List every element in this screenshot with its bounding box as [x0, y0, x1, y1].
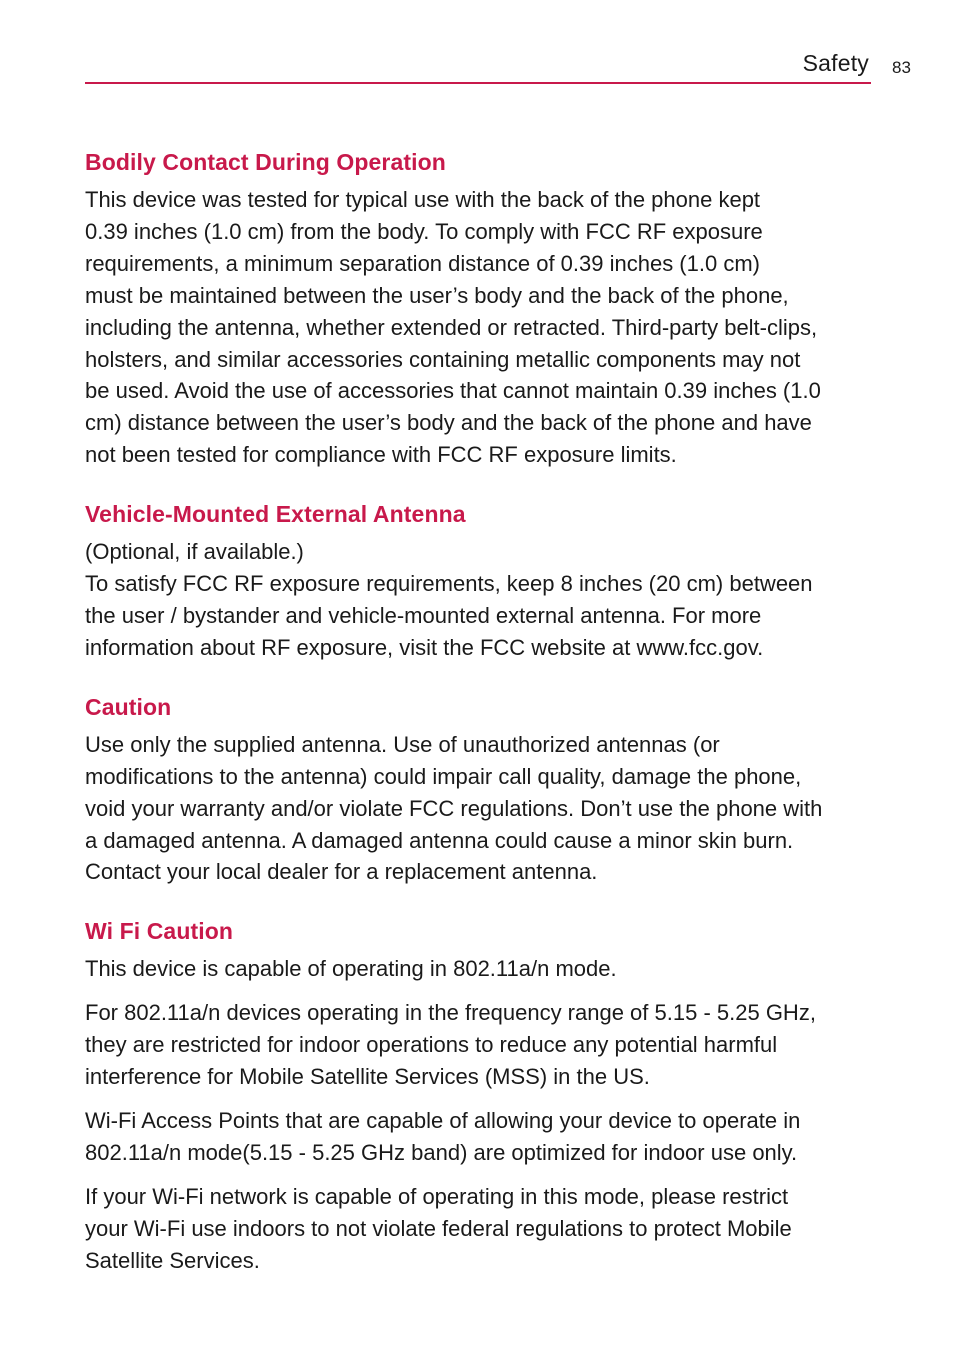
- paragraph: Wi-Fi Access Points that are capable of allowing your device to operate in 802.11a/n mode(5.15 - 5.25 GHz band) are optimized for indoor use only.: [85, 1107, 801, 1165]
- paragraph: This device was tested for typical use with the back of the phone kept 0.39 inches (1.0 cm) from the body. To comply with FCC RF exposure requirements, a minimum separation distance of 0.39 inches (1.0 cm) must be maintained between the user’s body and the back of the phone, including the antenna, whether extended or retracted. Third-party belt-clips, holsters, and similar accessories containing metallic components may not be used. Avoid the use of accessories that cannot maintain 0.39 inches (1.0 cm) distance between the user’s body and the back of the phone and have not been tested for compliance with FCC RF exposure limits.: [85, 187, 821, 468]
- paragraph: To satisfy FCC RF exposure requirements, keep 8 inches (20 cm) between the user / bystander and vehicle-mounted external antenna. For more information about RF exposure, visit the FCC website at www.fcc.gov.: [85, 571, 813, 660]
- page-number: 83: [892, 58, 911, 77]
- section-heading: Bodily Contact During Operation: [85, 149, 446, 175]
- paragraph: This device is capable of operating in 802.11a/n mode.: [85, 956, 617, 982]
- page-header: [85, 48, 871, 84]
- page-content: [85, 144, 875, 1301]
- section-bodily-contact: [85, 144, 875, 471]
- paragraph: For 802.11a/n devices operating in the frequency range of 5.15 - 5.25 GHz, they are restricted for indoor operations to reduce any potential harmful interference for Mobile Satellite Services (MSS) in the US.: [85, 1000, 816, 1090]
- section-heading: Wi Fi Caution: [85, 918, 234, 945]
- paragraph: (Optional, if available.): [85, 539, 304, 565]
- section-vehicle-antenna: [85, 496, 875, 664]
- section-wifi-caution: [85, 913, 875, 1276]
- paragraph: Use only the supplied antenna. Use of unauthorized antennas (or modifications to the antenna) could impair call quality, damage the phone, void your warranty and/or violate FCC regulations. Don’t use the phone with a damaged antenna. A damaged antenna could cause a minor skin burn. Contact your local dealer for a replacement antenna.: [85, 731, 823, 885]
- paragraph: If your Wi-Fi network is capable of operating in this mode, please restrict your Wi-Fi use indoors to not violate federal regulations to protect Mobile Satellite Services.: [85, 1183, 792, 1273]
- section-heading: Caution: [85, 693, 172, 720]
- section-heading: Vehicle-Mounted External Antenna: [85, 501, 466, 528]
- section-title: Safety: [802, 50, 869, 76]
- section-caution: [85, 689, 875, 889]
